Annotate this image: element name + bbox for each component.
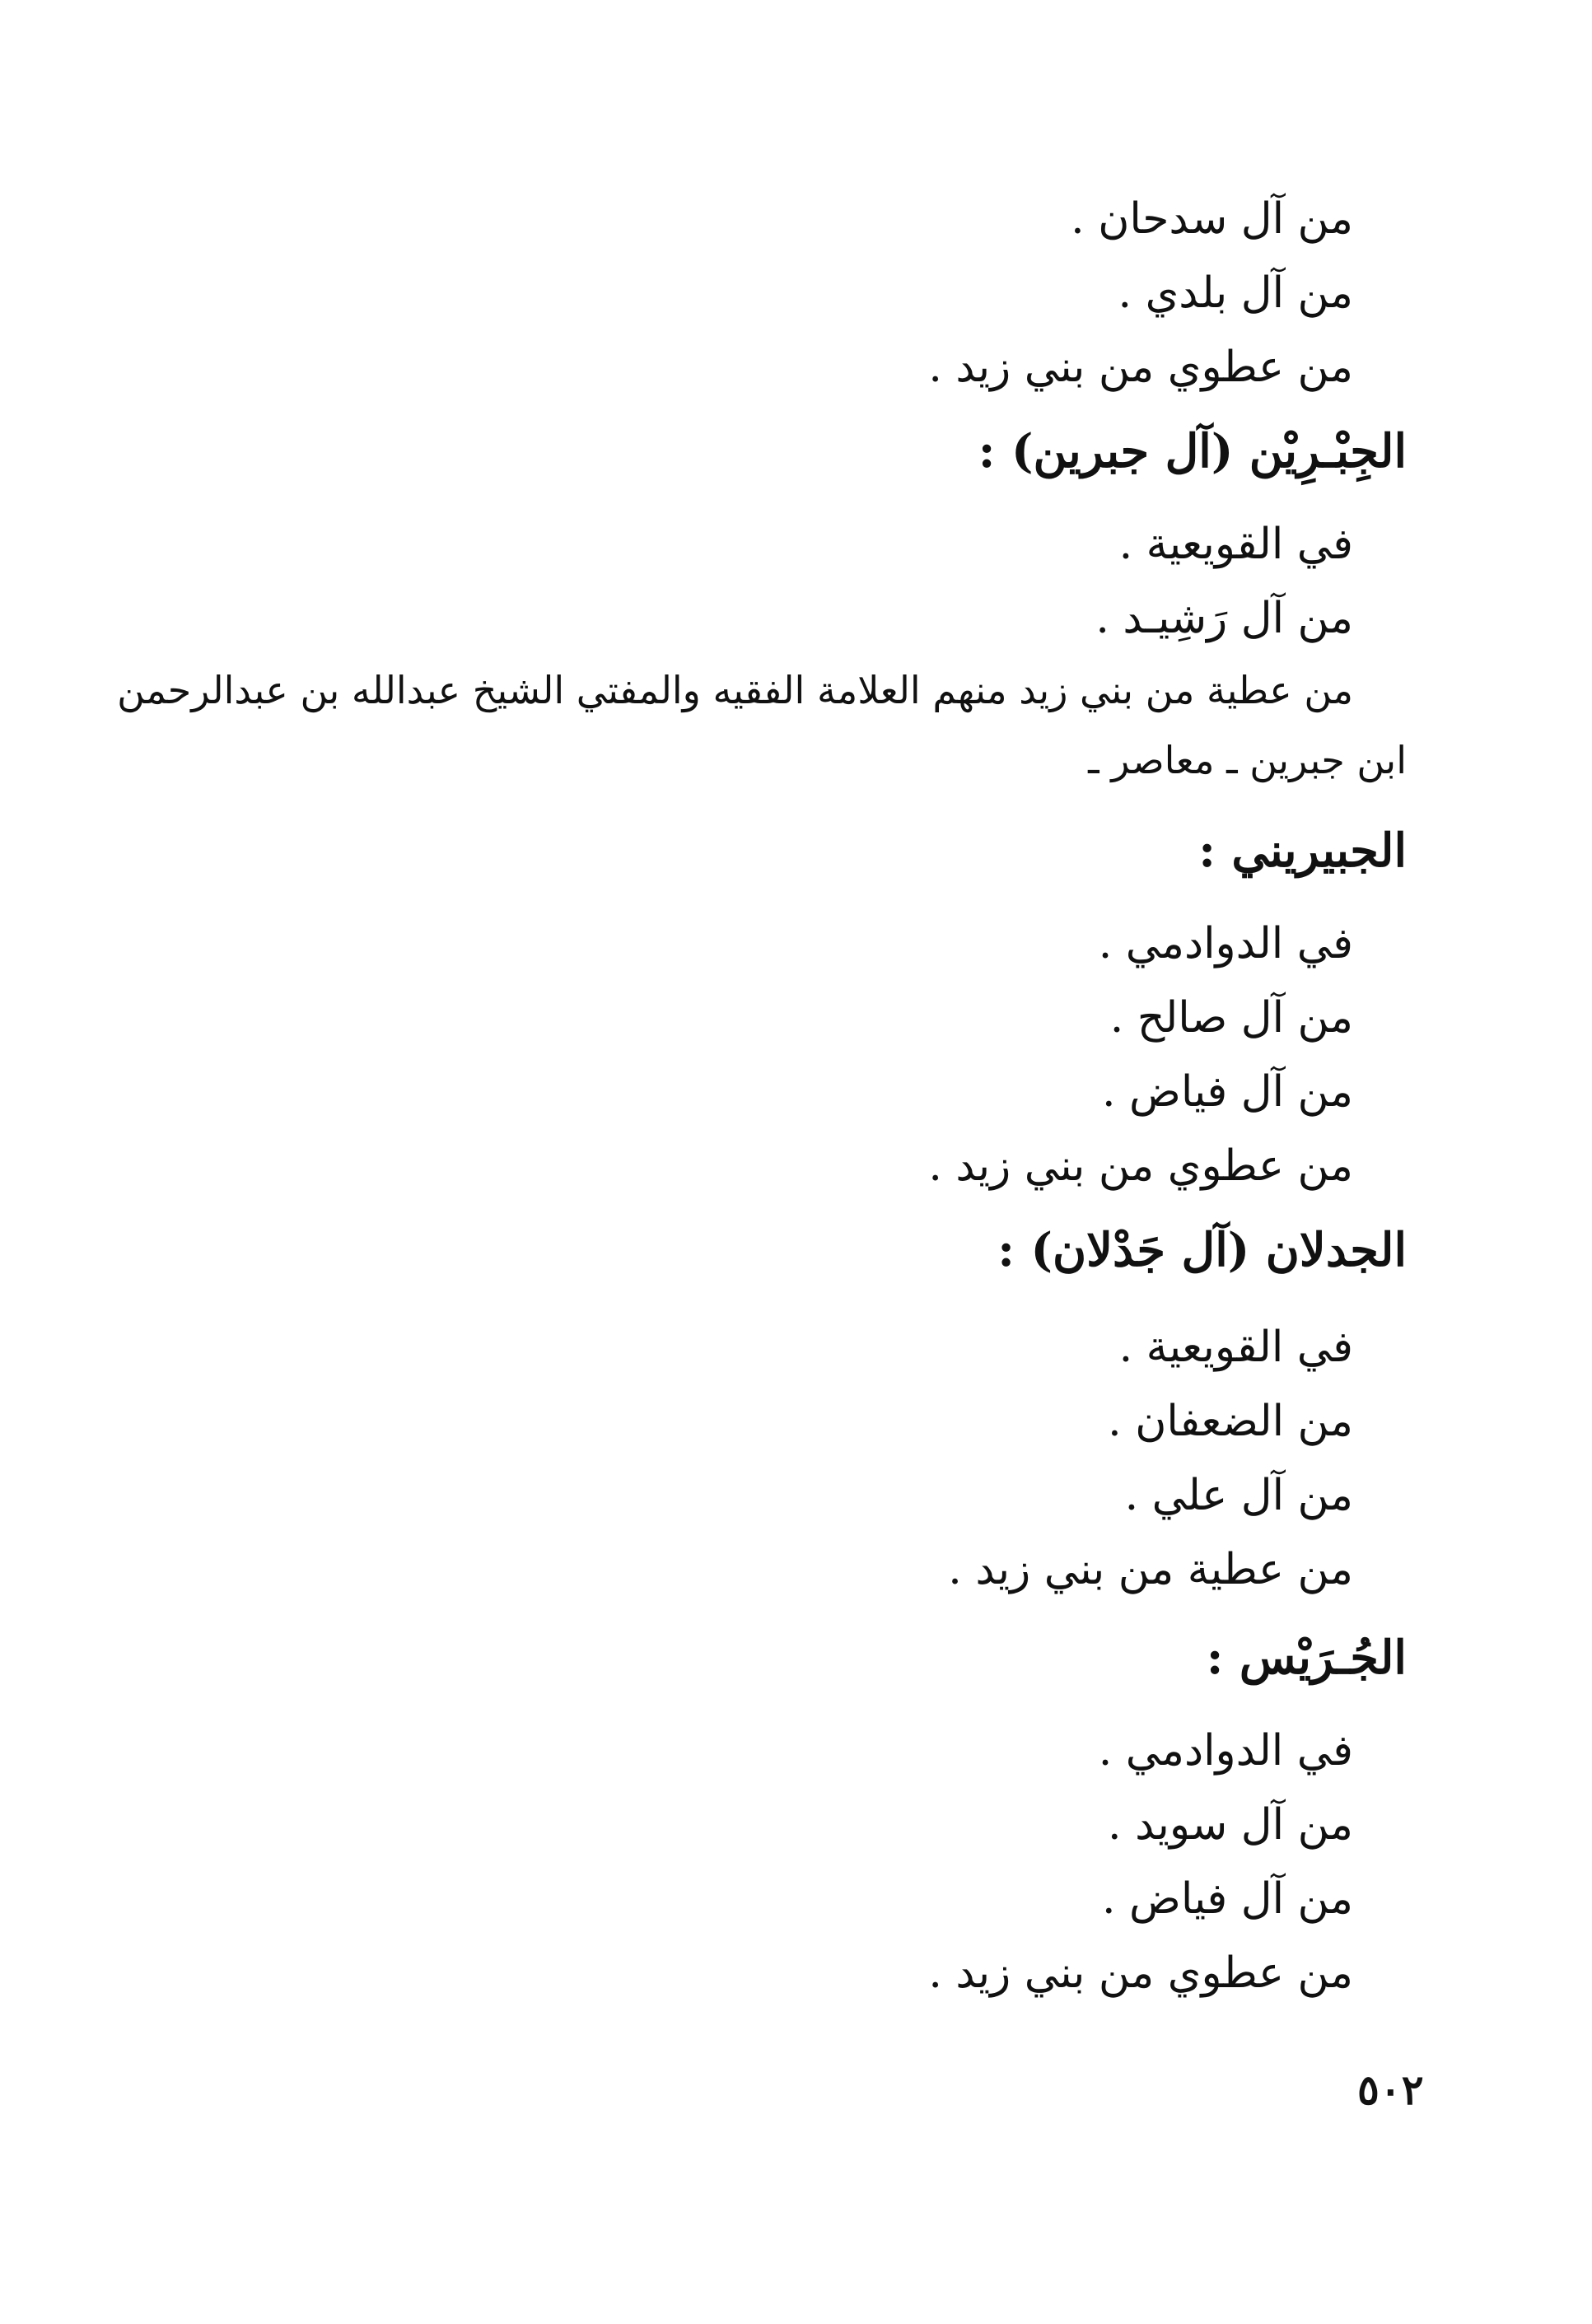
entry-line: من عطية من بني زيد . — [948, 1545, 1353, 1594]
entry-line: من عطوي من بني زيد . — [928, 343, 1353, 392]
entry-line: من آل سويد . — [1108, 1800, 1353, 1850]
entry-line: في القويعية . — [1118, 1323, 1353, 1372]
section-heading: الجدلان (آل جَدْلان) : — [997, 1223, 1407, 1277]
entry-line: من آل بلدي . — [1118, 268, 1353, 318]
section-heading: الجِبْـرِيْن (آل جبرين) : — [978, 424, 1407, 478]
entry-line: في الدوادمي . — [1098, 919, 1353, 968]
entry-line: من آل صالح . — [1109, 993, 1353, 1043]
entry-line: من آل سدحان . — [1071, 194, 1353, 244]
entry-line: من آل فياض . — [1101, 1067, 1353, 1117]
entry-line: من آل فياض . — [1101, 1874, 1353, 1924]
entry-line: من الضعفان . — [1108, 1397, 1353, 1446]
page-number: ٥٠٢ — [1357, 2065, 1424, 2114]
entry-line: من آل علي . — [1124, 1471, 1353, 1520]
entry-line: في الدوادمي . — [1098, 1726, 1353, 1776]
entry-line: من آل رَشِيـد . — [1095, 594, 1353, 643]
section-heading: الجبيريني : — [1198, 824, 1407, 878]
paragraph-line: ابن جبرين ـ معاصر ـ — [1088, 738, 1407, 782]
entry-line: من عطوي من بني زيد . — [928, 1948, 1353, 1998]
entry-line: من عطوي من بني زيد . — [928, 1141, 1353, 1191]
section-heading: الجُـرَيْس : — [1206, 1631, 1407, 1685]
entry-line: في القويعية . — [1118, 520, 1353, 569]
paragraph-line: من عطية من بني زيد منهم العلامة الفقيه والمفتي الشيخ عبدالله بن عبدالرحمن — [117, 668, 1353, 712]
